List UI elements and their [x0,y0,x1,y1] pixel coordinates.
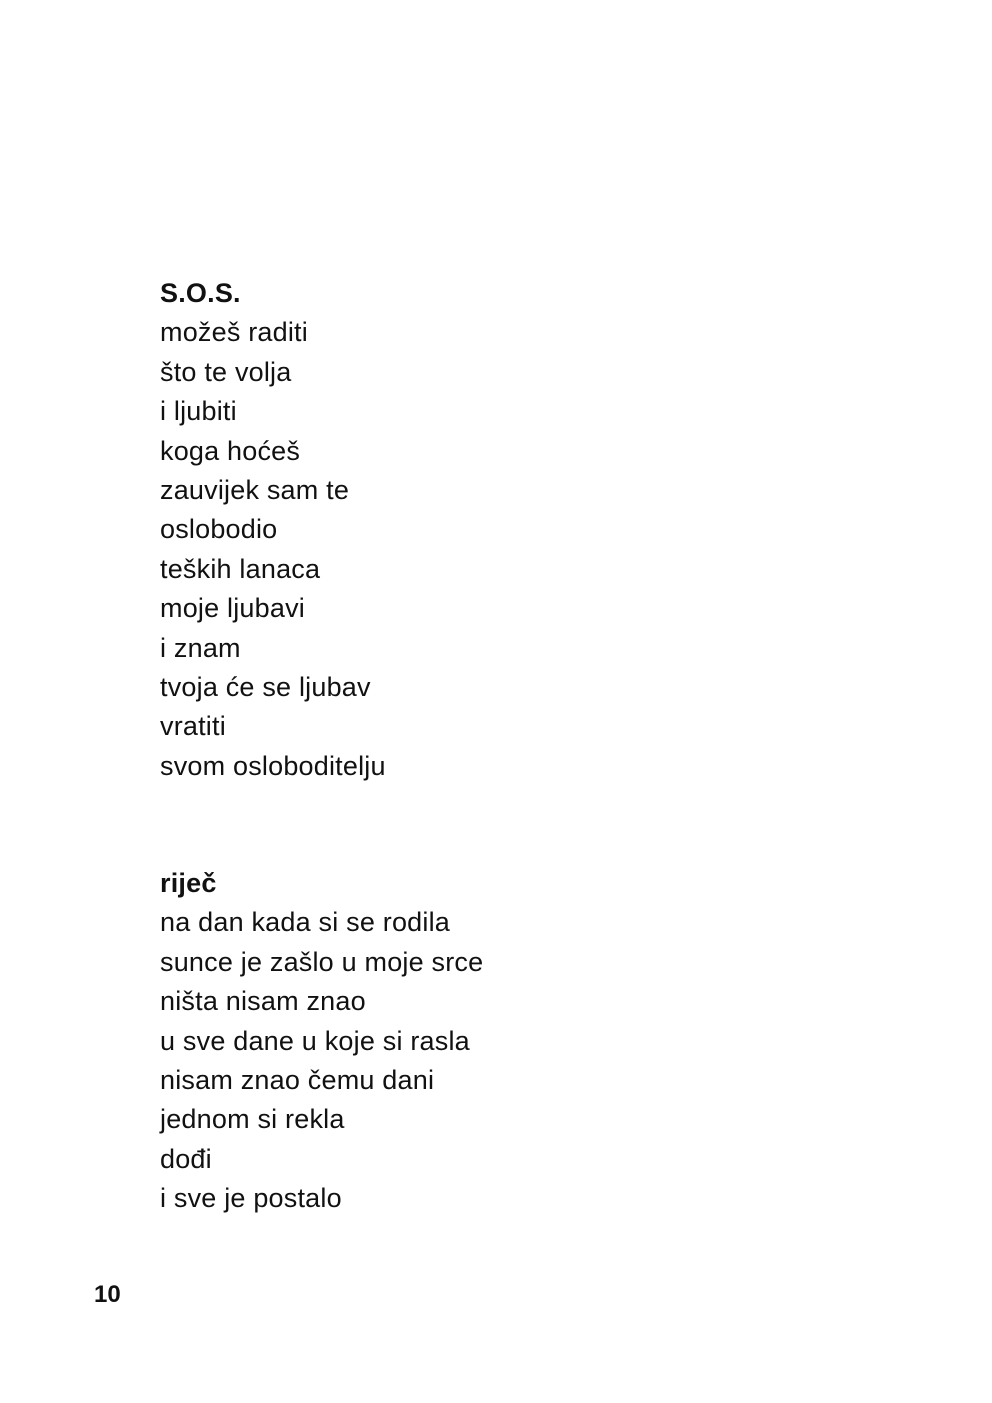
poem-line: moje ljubavi [160,593,305,624]
poem-line: tvoja će se ljubav [160,671,371,702]
poem-line: što te volja [160,356,292,387]
poem-line: svom osloboditelju [160,750,386,781]
poem-sos [160,274,386,786]
page-number: 10 [94,1281,121,1308]
poem-line: nisam znao čemu dani [160,1064,435,1095]
poem-line: zauvijek sam te [160,474,350,505]
poem-line: u sve dane u koje si rasla [160,1025,470,1056]
poem-rijec [160,864,483,1219]
poem-line: i znam [160,632,241,663]
poem-line: i sve je postalo [160,1183,342,1214]
poem-line: dođi [160,1143,212,1174]
poem-line: možeš raditi [160,317,308,348]
poem-line: jednom si rekla [160,1104,345,1135]
poem-line: koga hoćeš [160,435,301,466]
poem-lines [160,313,386,786]
poem-title: S.O.S. [160,278,241,308]
poem-line: i ljubiti [160,396,237,427]
poem-line: vratiti [160,711,226,742]
poem-title: riječ [160,868,217,898]
poem-line: teških lanaca [160,553,321,584]
poem-line: ništa nisam znao [160,986,366,1017]
poem-line: oslobodio [160,514,278,545]
poem-lines [160,903,483,1218]
poem-line: na dan kada si se rodila [160,907,450,938]
poem-line: sunce je zašlo u moje srce [160,946,484,977]
